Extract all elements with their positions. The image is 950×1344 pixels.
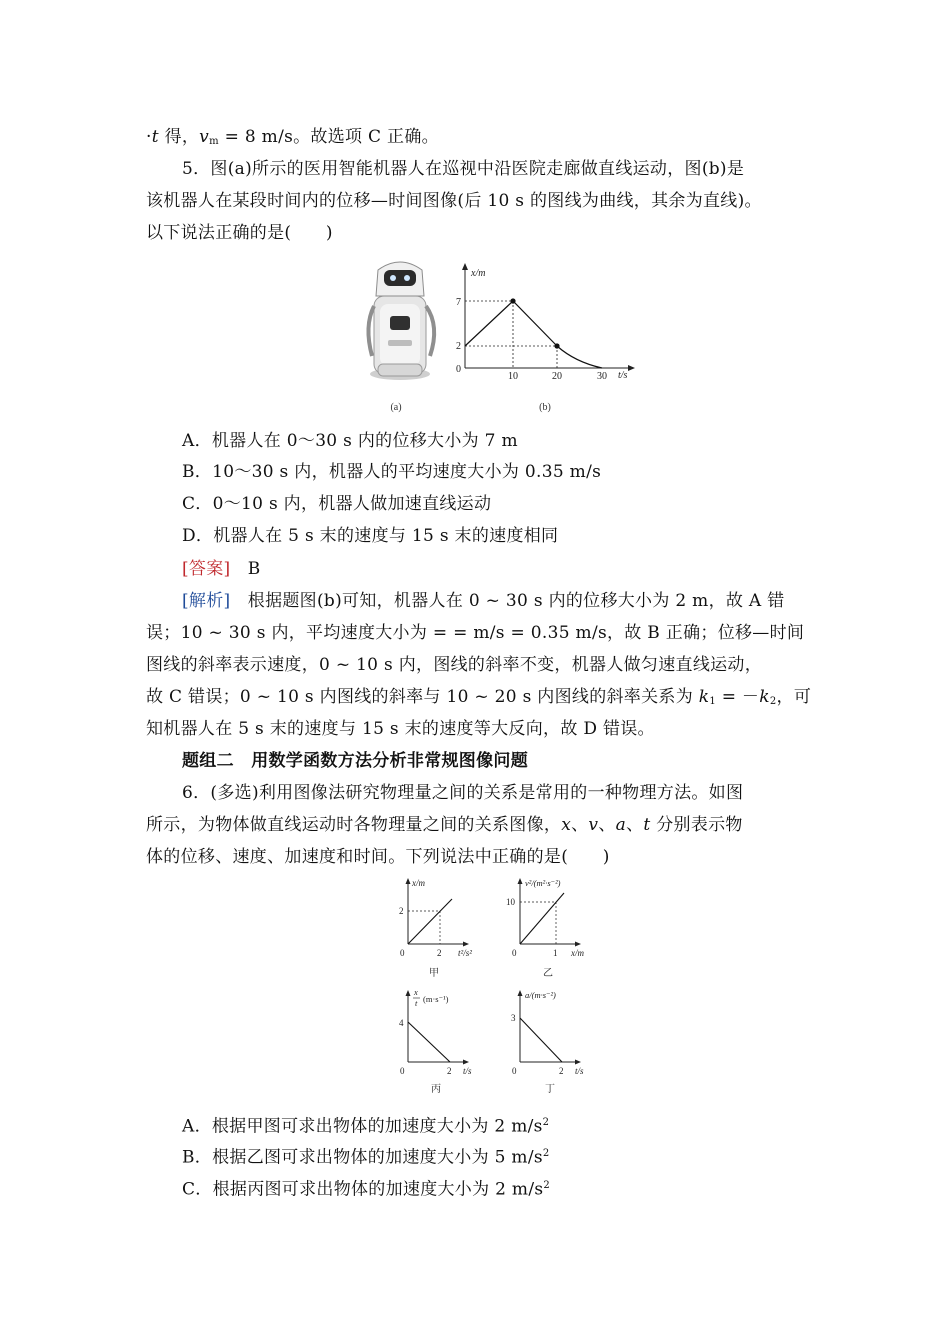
fig5-x-tick-30: 30 bbox=[597, 371, 607, 382]
explanation-line-1: [解析] 根据题图(b)可知，机器人在 0 ~ 30 s 内的位移大小为 2 m，故 A 错 bbox=[182, 591, 785, 611]
answer-tag: [答案] bbox=[182, 559, 231, 579]
bing-y-label-num: x bbox=[414, 987, 418, 997]
jia-y-label: x/m bbox=[412, 878, 425, 888]
q5-option-c: C．0～10 s 内，机器人做加速直线运动 bbox=[182, 494, 492, 514]
fig5-label-a: (a) bbox=[390, 402, 402, 413]
yi-origin: 0 bbox=[512, 948, 517, 958]
bing-caption: 丙 bbox=[431, 1084, 441, 1095]
question-5-line-2: 该机器人在某段时间内的位移—时间图像(后 10 s 的图线为曲线，其余为直线)。 bbox=[146, 191, 762, 211]
ding-y-tick: 3 bbox=[511, 1013, 516, 1023]
question-5-line-3: 以下说法正确的是( ) bbox=[146, 223, 333, 243]
answer-value: B bbox=[247, 559, 261, 579]
bing-series-line bbox=[408, 1022, 450, 1062]
graph-yi bbox=[506, 878, 584, 979]
yi-x-tick: 1 bbox=[553, 948, 558, 958]
fig5-origin: 0 bbox=[456, 364, 461, 375]
jia-caption: 甲 bbox=[429, 968, 439, 979]
bing-y-label-den: t bbox=[415, 998, 418, 1008]
yi-x-label: x/m bbox=[571, 948, 584, 958]
fig5-label-b: (b) bbox=[539, 402, 551, 413]
jia-x-label: t²/s² bbox=[458, 948, 472, 958]
figure-5 bbox=[360, 256, 640, 420]
ding-series-line bbox=[520, 1018, 562, 1062]
fig5-y-axis-label: x/m bbox=[471, 268, 486, 279]
yi-caption: 乙 bbox=[543, 968, 553, 979]
fig5-x-axis-label: t/s bbox=[618, 370, 628, 381]
explanation-line-5: 知机器人在 5 s 末的速度与 15 s 末的速度等大反向，故 D 错误。 bbox=[146, 719, 655, 739]
fig5-point-10-7 bbox=[510, 298, 515, 303]
jia-y-tick: 2 bbox=[399, 906, 404, 916]
ding-x-tick: 2 bbox=[559, 1066, 564, 1076]
question-5-line-1: 5．图(a)所示的医用智能机器人在巡视中沿医院走廊做直线运动，图(b)是 bbox=[182, 159, 745, 179]
question-6-line-3: 体的位移、速度、加速度和时间。下列说法中正确的是( ) bbox=[146, 847, 610, 867]
bing-origin: 0 bbox=[400, 1066, 405, 1076]
figure-6 bbox=[370, 872, 600, 1100]
ding-x-label: t/s bbox=[575, 1066, 584, 1076]
q5-option-a: A．机器人在 0～30 s 内的位移大小为 7 m bbox=[182, 431, 518, 451]
fig5-series-line bbox=[465, 301, 602, 368]
ding-y-label: a/(m·s⁻²) bbox=[525, 990, 556, 1000]
xt-graph bbox=[456, 263, 635, 382]
yi-y-tick: 10 bbox=[506, 897, 515, 907]
bing-y-tick: 4 bbox=[399, 1018, 404, 1028]
fig5-point-20-2 bbox=[554, 343, 559, 348]
fig5-y-tick-7: 7 bbox=[456, 297, 461, 308]
section-heading-group-2: 题组二 用数学函数方法分析非常规图像问题 bbox=[182, 751, 528, 771]
bing-x-tick: 2 bbox=[447, 1066, 452, 1076]
ding-caption: 丁 bbox=[545, 1084, 555, 1095]
jia-series-line bbox=[408, 899, 452, 944]
question-6-line-2: 所示，为物体做直线运动时各物理量之间的关系图像，x、v、a、t 分别表示物 bbox=[146, 815, 743, 835]
text-line-0: ·t 得，$v_m = 8$ m/s。故选项 C 正确。 bbox=[146, 127, 439, 147]
jia-origin: 0 bbox=[400, 948, 405, 958]
graph-bing bbox=[399, 987, 472, 1095]
answer-line bbox=[182, 556, 844, 582]
question-6-line-1: 6．(多选)利用图像法研究物理量之间的关系是常用的一种物理方法。如图 bbox=[182, 783, 744, 803]
yi-y-label: v²/(m²·s⁻²) bbox=[525, 878, 561, 888]
yi-series-line bbox=[520, 893, 564, 944]
graph-jia bbox=[399, 878, 472, 979]
robot-illustration bbox=[368, 262, 434, 380]
explanation-line-3: 图线的斜率表示速度，0 ~ 10 s 内，图线的斜率不变，机器人做匀速直线运动， bbox=[146, 655, 763, 675]
jia-x-tick: 2 bbox=[437, 948, 442, 958]
fig5-y-tick-2: 2 bbox=[456, 341, 461, 352]
explanation-line-4: 故 C 错误；0 ~ 10 s 内图线的斜率与 10 ~ 20 s 内图线的斜率关系为 $k_1 = -k_2$，可 bbox=[146, 687, 812, 707]
graph-ding bbox=[511, 990, 584, 1095]
fig5-x-tick-10: 10 bbox=[508, 371, 518, 382]
bing-y-label-unit: (m·s⁻¹) bbox=[423, 994, 449, 1004]
q5-option-d: D．机器人在 5 s 末的速度与 15 s 末的速度相同 bbox=[182, 526, 559, 546]
explanation-tag: [解析] bbox=[182, 591, 231, 611]
q6-option-c: C．根据丙图可求出物体的加速度大小为 2 $m/s^2$ bbox=[182, 1179, 551, 1200]
fig5-x-tick-20: 20 bbox=[552, 371, 562, 382]
bing-x-label: t/s bbox=[463, 1066, 472, 1076]
q6-option-b: B．根据乙图可求出物体的加速度大小为 5 $m/s^2$ bbox=[182, 1147, 550, 1168]
explanation-line-2: 误；10 ~ 30 s 内，平均速度大小为 = = m/s = 0.35 m/s，故 B 正确；位移—时间 bbox=[146, 623, 805, 643]
q5-option-b: B．10～30 s 内，机器人的平均速度大小为 0.35 m/s bbox=[182, 462, 602, 482]
q6-option-a: A．根据甲图可求出物体的加速度大小为 2 $m/s^2$ bbox=[182, 1116, 550, 1137]
ding-origin: 0 bbox=[512, 1066, 517, 1076]
